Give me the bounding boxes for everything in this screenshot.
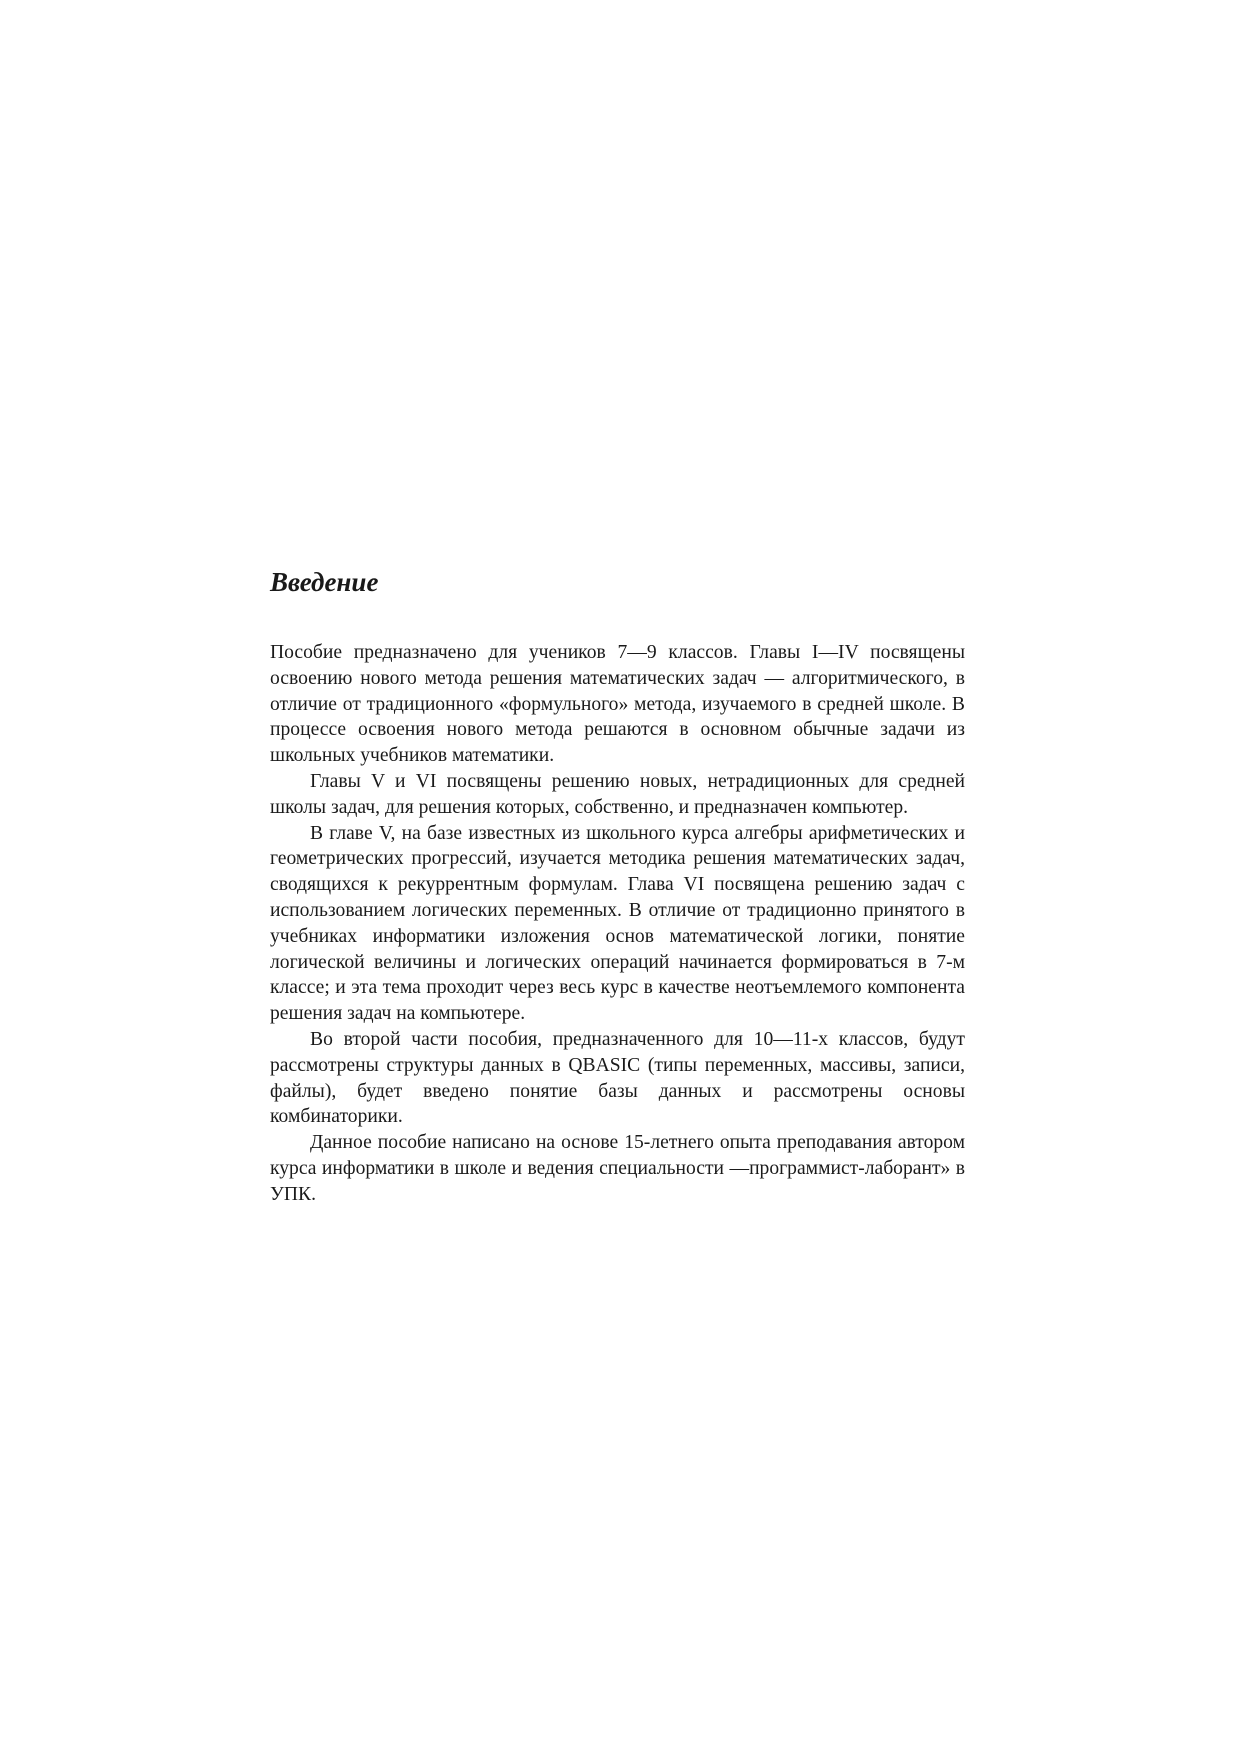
paragraph: Данное пособие написано на основе 15-летнего опыта преподавания автором курса информатики в школе и ведения специальности —программист-лаборант» в УПК. [270, 1132, 965, 1205]
section-heading: Введение [270, 567, 379, 597]
paragraph: Во второй части пособия, предназначенного для 10—11-х классов, будут рассмотрены структуры данных в QBASIC (типы переменных, массивы, записи, файлы), будет введено понятие базы данных и рассмотрены основы комбинаторики. [270, 1028, 965, 1128]
paragraph: Пособие предназначено для учеников 7—9 классов. Главы I—IV посвящены освоению нового метода решения математических задач — алгоритмического, в отличие от традиционного «формульного» метода, изучаемого в средней школе. В процессе освоения нового метода решаются в основном обычные задачи из школьных учебников математики. [270, 642, 965, 767]
body-text [270, 640, 965, 1208]
paragraph: В главе V, на базе известных из школьного курса алгебры арифметических и геометрических прогрессий, изучается методика решения математических задач, сводящихся к рекуррентным формулам. Глава VI посвящена решению задач с использованием логических переменных. В отличие от традиционно принятого в учебниках информатики изложения основ математической логики, понятие логической величины и логических операций начинается формироваться в 7-м классе; и эта тема проходит через весь курс в качестве неотъемлемого компонента решения задач на компьютере. [270, 822, 965, 1025]
paragraph: Главы V и VI посвящены решению новых, нетрадиционных для средней школы задач, для решения которых, собственно, и предназначен компьютер. [270, 770, 965, 818]
